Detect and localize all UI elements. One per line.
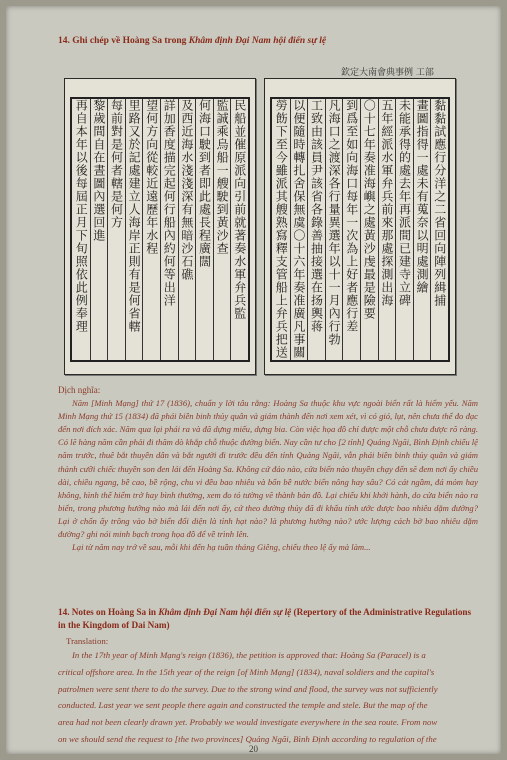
scan-left-column-rule	[142, 99, 143, 360]
scan-right-column-rule	[430, 99, 431, 360]
scan-left-column-rule	[178, 99, 179, 360]
heading-en-prefix: 14. Notes on Hoàng Sa in	[58, 607, 159, 617]
scan-right-column: 以便隨時轉扎舍保無虞〇十六年奏准廣凡事關	[291, 99, 306, 359]
english-heading	[58, 606, 478, 632]
scan-left-column-rule	[195, 99, 196, 360]
scan-right-frame	[270, 97, 450, 362]
vn-paragraph-2: Lại từ năm nay trở về sau, mỗi khi đến hạ tuần tháng Giêng, chiếu theo lệ ấy mà làm...	[72, 542, 371, 553]
translation-label-en: Translation:	[66, 636, 109, 646]
en-line-5: area had not been clearly drawn yet. Probably we would investigate everywhere in the sea route. From now	[58, 717, 438, 728]
document-page	[6, 6, 501, 754]
scan-right-column: 勞飭下至今雖派其艘熟寫釋支管船上弁兵把送	[274, 99, 289, 359]
scan-left-column-rule	[107, 99, 108, 360]
scan-right-column-rule	[290, 99, 291, 360]
page-number: 20	[249, 744, 258, 754]
scan-image-right	[264, 68, 456, 375]
heading-vn-book-title: Khâm định Đại Nam hội điển sự lệ	[188, 36, 327, 46]
vietnamese-heading	[58, 36, 478, 46]
scan-right-column: 〇十七年奏准海嶼之處黃沙虔最是險要	[362, 99, 377, 320]
scan-left-column: 每前對是何者轄是何方	[109, 99, 124, 229]
en-line-1: In the 17th year of Minh Mạng's reign (1836), the petition is approved that: Hoàng Sa (Paracel) is a	[72, 650, 426, 660]
scan-right-column: 到爲至如向海口每年一次為上好者應行差	[344, 99, 359, 333]
scan-left-column-rule	[90, 99, 91, 360]
scan-right-column: 黏黏試應行分洋之二省回向陣列緝捕	[432, 99, 447, 307]
scan-left-column: 何海口駛到者即此處長程廣闊	[197, 99, 212, 268]
scan-left-column: 再自本年以後每屆正月下旬照依此例奉理	[74, 99, 89, 333]
heading-en-suffix: (Repertory of the Administrative Regulations in the Kingdom of Dai Nam)	[58, 607, 472, 630]
scan-left-column-rule	[125, 99, 126, 360]
scan-left-column-rule	[213, 99, 214, 360]
scan-left-column: 里路又於記處建立人海岸正則有是何省轄	[127, 99, 142, 333]
scan-left-column-rule	[230, 99, 231, 360]
vn-paragraph-1: Năm [Minh Mạng] thứ 17 (1836), chuẩn y lời tâu rằng: Hoàng Sa thuộc khu vực ngoài biển rất là hiểm yếu. Năm Minh Mạng thứ 15 (1834) đã phái biền binh thủy quân và giám thành đến nơi xem xét, vì có gió, lụt, nên chưa thể đo đạc đến nơi đích xác. Năm qua lại phái ra và đã dựng miếu, dựng bia. Còn việc họa đồ chỉ được một chỗ chưa được rõ ràng. Có lẽ hàng năm cần phải đi thăm dò khắp chỗ thuộc đường biển. Nay cần tư cho [2 tỉnh] Quảng Ngãi, Bình Định chiếu lệ năm trước, thuê bắt thuyền dân và bắt người đi trước đều đến tỉnh Quảng Ngãi, vẫn phái biền binh thủy quân và giám thành cưỡi chiếc thuyền son đen lái đến Hoàng Sa. Không cứ đảo nào, cửa biển nào thuyền chạy đến sẽ đem nơi ấy chiều dài, chiều ngang, bề cao, bề rộng, chu vi đều bao nhiêu và bốn bề nước biển nông hay sâu? Có cát ngầm, đá mỏm hay không, hình thế hiểm trở hay bình thường, xem đo tỏ tường vẽ thành bản đồ. Lại chiếu khi khởi hành, do cửa biển nào ra biển, trong phương hướng nào mà lái đến nơi ấy, cứ theo đường thủy đã đi khấu tính ước được bao nhiêu dặm đường? Lại ở chốn ấy trông vào bờ biển đối diện là tỉnh hạt nào? là phương hướng nào? ước lượng cách bờ bao nhiêu dặm đường? ghi nói minh bạch trong họa đồ để về trình lên.	[58, 398, 478, 540]
scan-right-column-rule	[360, 99, 361, 360]
en-line-3: patrolmen were sent there to do the survey. Due to the strong wind and flood, the survey was not sufficiently	[58, 683, 438, 694]
scan-left-column-rule	[160, 99, 161, 360]
scan-right-column: 凡海口之渡深各行量異選年以十一月內行勃	[327, 99, 342, 346]
scan-right-column: 五年經派水軍弁兵前來那處探測出海	[379, 99, 394, 307]
scan-right-column: 工致由該員尹該省各錄善抽接選在扬輿蒋	[309, 99, 324, 333]
scan-right-header: 欽定大南會典事例 工部	[341, 68, 434, 78]
scan-right-column: 未能承得的處去年再派間已建寺立碑	[397, 99, 412, 307]
scan-left-frame	[70, 97, 250, 362]
scan-left-column: 望何方向從較近遠歷年水程	[144, 99, 159, 255]
en-line-2: critical offshore area. In the 15th year of the reign [of Minh Mạng] (1834), naval soldiers and the capital's	[58, 666, 435, 677]
en-line-4: conducted. Last year we sent people there again and constructed the temple and stele. But the map of the	[58, 700, 428, 711]
scan-image-left	[64, 78, 256, 375]
scan-left-column: 黎歲間自在晝圖內選回進	[91, 99, 106, 242]
heading-en-book-title: Khâm định Đại Nam hội điển sự lệ	[158, 607, 292, 617]
translation-label-vn: Dịch nghĩa:	[58, 385, 101, 395]
heading-vn-prefix: 14. Ghi chép về Hoàng Sa trong	[58, 36, 189, 46]
scan-right-column-rule	[307, 99, 308, 360]
scan-right-column-rule	[325, 99, 326, 360]
scan-right-column-rule	[342, 99, 343, 360]
scan-left-column: 詳加香度描完起何行船內約何等出洋	[162, 99, 177, 307]
scan-right-column-rule	[395, 99, 396, 360]
scan-left-column: 監誠乘烏船一艘駛到黃沙查	[215, 99, 230, 255]
scan-right-column-rule	[378, 99, 379, 360]
en-line-6: on we should send the request to [the two provinces] Quảng Ngãi, Bình Định according to regulation of the	[58, 733, 437, 744]
scan-left-column: 民船並催原派向引前就著奏水軍弁兵監	[232, 99, 247, 320]
scan-right-column-rule	[413, 99, 414, 360]
english-translation	[58, 635, 478, 748]
scan-left-column: 及西近海水淺淺深有無暗沙石礁	[179, 99, 194, 281]
scan-right-column: 畫圖指得一處未有蒐奈以明處測繪	[415, 99, 430, 294]
vietnamese-translation	[58, 384, 478, 554]
